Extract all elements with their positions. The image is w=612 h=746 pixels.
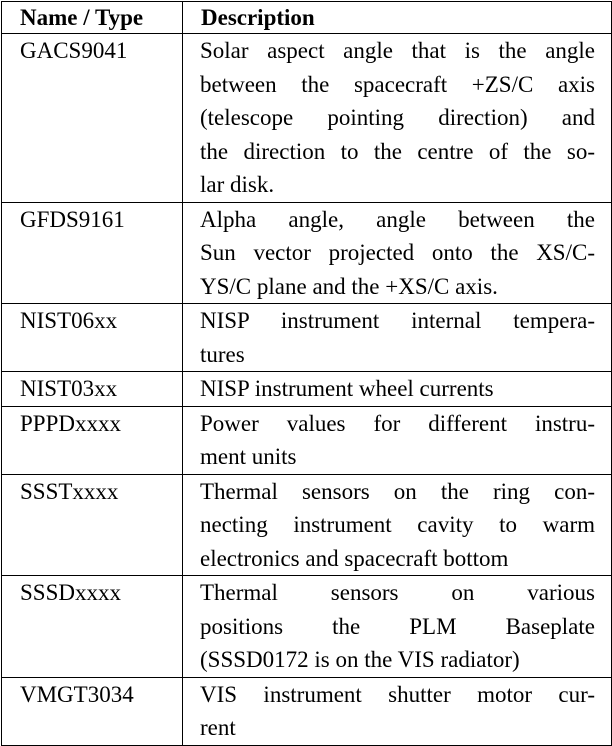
parameter-name: GFDS9161 (2, 202, 183, 304)
header-name-type: Name / Type (2, 2, 183, 34)
description-line: Thermal sensors on various (200, 580, 595, 605)
description-line: electronics and spacecraft bottom (200, 545, 509, 571)
parameter-name: PPPDxxxx (2, 406, 183, 474)
parameter-description (183, 677, 612, 745)
table-body (2, 34, 612, 746)
parameter-description (183, 474, 612, 576)
description-line: (SSSD0172 is on the VIS radiator) (200, 647, 520, 672)
table-row (2, 474, 612, 576)
description-line: NISP instrument wheel currents (200, 376, 494, 401)
parameter-table (1, 1, 612, 746)
parameter-description (183, 202, 612, 304)
description-line: Alpha angle, angle between the (200, 206, 595, 232)
parameter-name: SSSDxxxx (2, 576, 183, 678)
parameter-description (183, 34, 612, 203)
description-line: between the spacecraft +ZS/C axis (200, 71, 595, 97)
description-line: positions the PLM Baseplate (200, 613, 595, 639)
description-line: Sun vector projected onto the XS/C- (200, 240, 595, 265)
parameter-name: GACS9041 (2, 34, 183, 203)
description-line: (telescope pointing direction) and (200, 105, 595, 130)
description-line: Power values for different instru- (200, 410, 595, 436)
description-line: lar disk. (200, 172, 275, 197)
parameter-name: NIST06xx (2, 304, 183, 372)
description-line: Thermal sensors on the ring con- (200, 478, 595, 504)
table-row (2, 372, 612, 407)
parameter-name: SSSTxxxx (2, 474, 183, 576)
description-line: ment units (200, 444, 297, 469)
parameter-name: VMGT3034 (2, 677, 183, 745)
table-row (2, 406, 612, 474)
table-row (2, 34, 612, 203)
description-line: VIS instrument shutter motor cur- (200, 681, 595, 707)
description-line: necting instrument cavity to warm (200, 512, 595, 537)
description-line: NISP instrument internal tempera- (200, 308, 595, 333)
description-line: YS/C plane and the +XS/C axis. (200, 273, 498, 299)
parameter-name: NIST03xx (2, 372, 183, 407)
table-row (2, 576, 612, 678)
parameter-description (183, 372, 612, 407)
header-description: Description (183, 2, 612, 34)
description-line: Solar aspect angle that is the angle (200, 38, 595, 63)
parameter-description (183, 576, 612, 678)
table-row (2, 304, 612, 372)
table-row (2, 677, 612, 745)
description-line: rent (200, 715, 236, 740)
description-line: the direction to the centre of the so- (200, 138, 595, 164)
description-line: tures (200, 341, 245, 367)
table-row (2, 202, 612, 304)
parameter-description (183, 406, 612, 474)
parameter-description (183, 304, 612, 372)
header-row (2, 2, 612, 34)
